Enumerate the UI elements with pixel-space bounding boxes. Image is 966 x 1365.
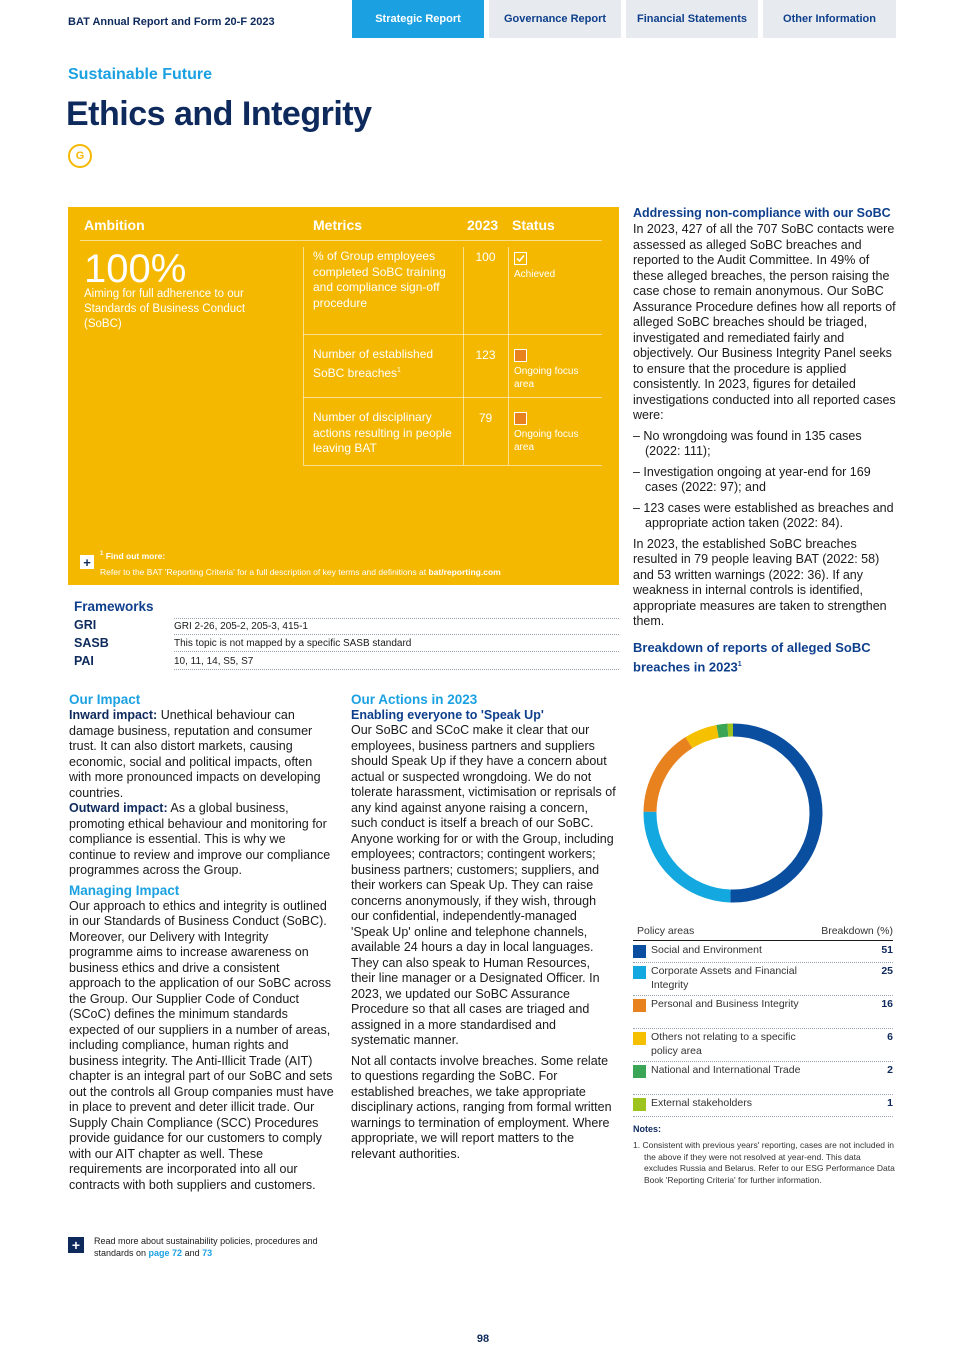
- find-out-more: $^1$ Find out more:: [100, 551, 166, 561]
- breaches-text: Not all contacts involve breaches. Some relate to questions regarding the SoBC. For established breaches, we take appropriate disciplinary actions, ranging from formal written warnings to termination of employment. Where appropriate, we will report matters to the relevant authorities.: [351, 1053, 612, 1161]
- policy-area-label: Others not relating to a specific policy area: [651, 1031, 796, 1057]
- orange-square-icon: [514, 349, 527, 362]
- legend-swatch: [633, 945, 646, 958]
- speak-up-subtitle: Enabling everyone to 'Speak Up': [351, 708, 544, 722]
- divider: [303, 247, 304, 465]
- metric-label: Number of disciplinary actions resulting in people leaving BAT: [313, 410, 452, 455]
- framework-row: [74, 634, 619, 652]
- policy-area-label: Corporate Assets and Financial Integrity: [651, 965, 797, 991]
- status-text: Ongoing focus area: [514, 366, 579, 390]
- status-header: Status: [512, 217, 555, 233]
- report-title: BAT Annual Report and Form 20-F 2023: [68, 16, 275, 28]
- breakdown-value: 16: [881, 998, 893, 1010]
- legend-swatch: [633, 1032, 646, 1045]
- ambition-header: Ambition: [84, 217, 145, 233]
- legend-swatch: [633, 1098, 646, 1111]
- our-actions-title: Our Actions in 2023: [351, 692, 478, 707]
- table-row: [633, 962, 893, 996]
- legend-swatch: [633, 1065, 646, 1078]
- tab-financial-statements[interactable]: Financial Statements: [626, 0, 758, 38]
- donut-slice-3: [650, 743, 689, 812]
- inward-impact: Inward impact: Unethical behaviour can damage business, reputation and consumer trust. It can also distort markets, causing economic, social and political impacts, often with more pronounced impacts on developing countries.: [69, 708, 321, 800]
- page-72-link[interactable]: page 72: [148, 1247, 183, 1258]
- metric-label: Number of established SoBC breaches$^1$: [313, 347, 434, 380]
- metric-value: 79: [478, 411, 493, 425]
- check-icon: [514, 252, 527, 265]
- chart-title: Breakdown of reports of alleged SoBC breaches in 2023$^1$: [633, 639, 871, 674]
- metric-value: 123: [475, 348, 496, 362]
- breakdown-value: 6: [887, 1031, 893, 1043]
- ambition-value: 100%: [84, 247, 187, 291]
- breakdown-value: 1: [887, 1097, 893, 1109]
- breakdown-value: 25: [881, 965, 893, 977]
- legend-swatch: [633, 999, 646, 1012]
- non-compliance-title: Addressing non-compliance with our SoBC: [633, 206, 891, 220]
- tab-strategic-report[interactable]: Strategic Report: [352, 0, 484, 38]
- framework-key: PAI: [74, 654, 94, 668]
- plus-icon[interactable]: +: [80, 555, 94, 569]
- section-label: Sustainable Future: [68, 66, 213, 83]
- table-row: [633, 1061, 893, 1095]
- policy-area-label: Personal and Business Integrity: [651, 998, 799, 1010]
- framework-key: GRI: [74, 618, 97, 632]
- framework-row: [74, 652, 619, 670]
- column-header: Breakdown (%): [821, 925, 893, 937]
- column-header: Policy areas: [637, 925, 695, 937]
- metrics-header: Metrics: [313, 217, 363, 233]
- year-header: 2023: [467, 217, 499, 233]
- non-compliance-text: In 2023, 427 of all the 707 SoBC contacts were assessed as alleged SoBC breaches and reported to the Audit Committee. In 49% of these alleged breaches, the person raising the case chose to remain anonymous. Our SoBC Assurance Procedure defines how all reports of alleged SoBC breaches should be triaged, investigated and remediated fairly and objectively. Our Business Integrity Panel seeks to ensure that the procedure is applied consistently. In 2023, figures for detailed investigations conducted into all reported cases were:: [633, 222, 896, 422]
- status-text: Ongoing focus area: [514, 429, 579, 453]
- policy-area-label: National and International Trade: [651, 1064, 801, 1076]
- status-text: Achieved: [514, 269, 556, 280]
- donut-slice-5: [718, 730, 728, 731]
- ambition-panel: [68, 207, 619, 585]
- metric-value: 100: [475, 250, 496, 264]
- breakdown-value: 2: [887, 1064, 893, 1076]
- donut-slice-2: [650, 812, 730, 896]
- managing-impact-title: Managing Impact: [69, 882, 180, 898]
- framework-value: This topic is not mapped by a specific SASB standard: [174, 636, 619, 652]
- metric-label: % of Group employees completed SoBC training and compliance sign-off procedure: [313, 249, 446, 310]
- page-title: Ethics and Integrity: [66, 95, 372, 133]
- table-row: [633, 995, 893, 1029]
- breakdown-value: 51: [881, 944, 893, 956]
- legend-swatch: [633, 966, 646, 979]
- impact-column: [69, 692, 335, 1193]
- table-row: [633, 1094, 893, 1117]
- governance-badge: G: [68, 144, 92, 168]
- policy-area-label: Social and Environment: [651, 944, 762, 956]
- orange-square-icon: [514, 412, 527, 425]
- divider: [303, 465, 602, 466]
- donut-slice-4: [689, 731, 718, 742]
- notes-title: Notes:: [633, 1124, 662, 1134]
- donut-chart: [633, 713, 833, 913]
- page-number: 98: [476, 1333, 490, 1345]
- read-more-note: Read more about sustainability policies, procedures and standards on page 72 and 73: [94, 1236, 318, 1258]
- framework-key: SASB: [74, 636, 109, 650]
- divider: [303, 334, 602, 335]
- page-73-link[interactable]: 73: [202, 1247, 213, 1258]
- table-row: [633, 941, 893, 963]
- tab-governance-report[interactable]: Governance Report: [489, 0, 621, 38]
- speak-up-text: Our SoBC and SCoC make it clear that our employees, business partners and suppliers should Speak Up if they have a concern about actual or suspected wrongdoing. We do not tolerate harassment, victimisation or reprisals of any kind against anyone raising a concern, such conduct is itself a breach of our SoBC. Anyone working for or with the Group, including employees; contractors; contingent workers; business partners; customers; suppliers, and their workers can Speak Up. They can raise concerns anonymously, if they wish, through our confidential, independently-managed 'Speak Up' online and telephone channels, available 24 hours a day in local languages. They can also speak to Human Resources, their line manager or a Designated Officer. In 2023, we updated our SoBC Assurance Procedure so that all cases are triaged and assigned in a more standardised and systematic manner.: [351, 723, 616, 1047]
- divider: [303, 397, 602, 398]
- table-row: [633, 1028, 893, 1062]
- framework-value: 10, 11, 14, S5, S7: [174, 654, 619, 670]
- bullet-item: – 123 cases were established as breaches and appropriate action taken (2022: 84).: [633, 500, 894, 530]
- policy-area-label: External stakeholders: [651, 1097, 752, 1109]
- plus-icon[interactable]: +: [68, 1237, 84, 1253]
- outcomes-text: In 2023, the established SoBC breaches resulted in 79 people leaving BAT (2022: 58) and 53 written warnings (2022: 36). If any weakness in internal controls is identified, appropriate measures are taken to strengthen them.: [633, 536, 887, 628]
- bullet-item: – Investigation ongoing at year-end for 169 cases (2022: 97); and: [633, 464, 871, 494]
- reporting-criteria-note: Refer to the BAT 'Reporting Criteria' for a full description of key terms and definitions at bat/reporting.com: [100, 567, 501, 577]
- reporting-link[interactable]: bat/reporting.com: [428, 567, 501, 577]
- our-impact-title: Our Impact: [69, 692, 141, 707]
- table-header: [633, 924, 893, 941]
- divider: [508, 247, 509, 465]
- bullet-item: – No wrongdoing was found in 135 cases (2022: 111);: [633, 428, 862, 458]
- tab-other-information[interactable]: Other Information: [763, 0, 896, 38]
- donut-slice-1: [730, 730, 816, 896]
- note-item: 1. Consistent with previous years' reporting, cases are not included in the above if they were not resolved at year-end. This data excludes Russia and Belarus. Refer to our ESG Performance Data Book 'Reporting Criteria' for further information.: [633, 1140, 895, 1185]
- ambition-text: Aiming for full adherence to our Standards of Business Conduct (SoBC): [84, 288, 246, 330]
- outward-impact: Outward impact: As a global business, promoting ethical behaviour and monitoring for compliance is essential. This is why we continue to review and improve our compliance programmes across the Group.: [69, 801, 331, 877]
- managing-impact-text: Our approach to ethics and integrity is outlined in our Standards of Business Conduct (SoBC). Moreover, our Delivery with Integrity programme aims to increase awareness on business ethics and drive a consistent approach to the application of our SoBC across the Group. Our Supplier Code of Conduct (SCoC) defines the minimum standards expected of our suppliers in a number of areas, including compliance, human rights and business integrity. The Anti-Illicit Trade (AIT) chapter is an integral part of our SoBC and sets out the controls all Group companies must have in place to prevent and deter illicit trade. Our Supply Chain Compliance (SCC) Procedures provide guidance for our customers to comply with our AIT chapter as well. These requirements are incorporated into all our contracts with both suppliers and customers.: [69, 898, 334, 1192]
- frameworks-title: Frameworks: [74, 599, 154, 614]
- actions-column: [351, 692, 617, 1162]
- framework-row: [74, 616, 619, 634]
- divider: [80, 240, 602, 241]
- framework-value: GRI 2-26, 205-2, 205-3, 415-1: [174, 618, 619, 635]
- non-compliance-column: [633, 205, 898, 675]
